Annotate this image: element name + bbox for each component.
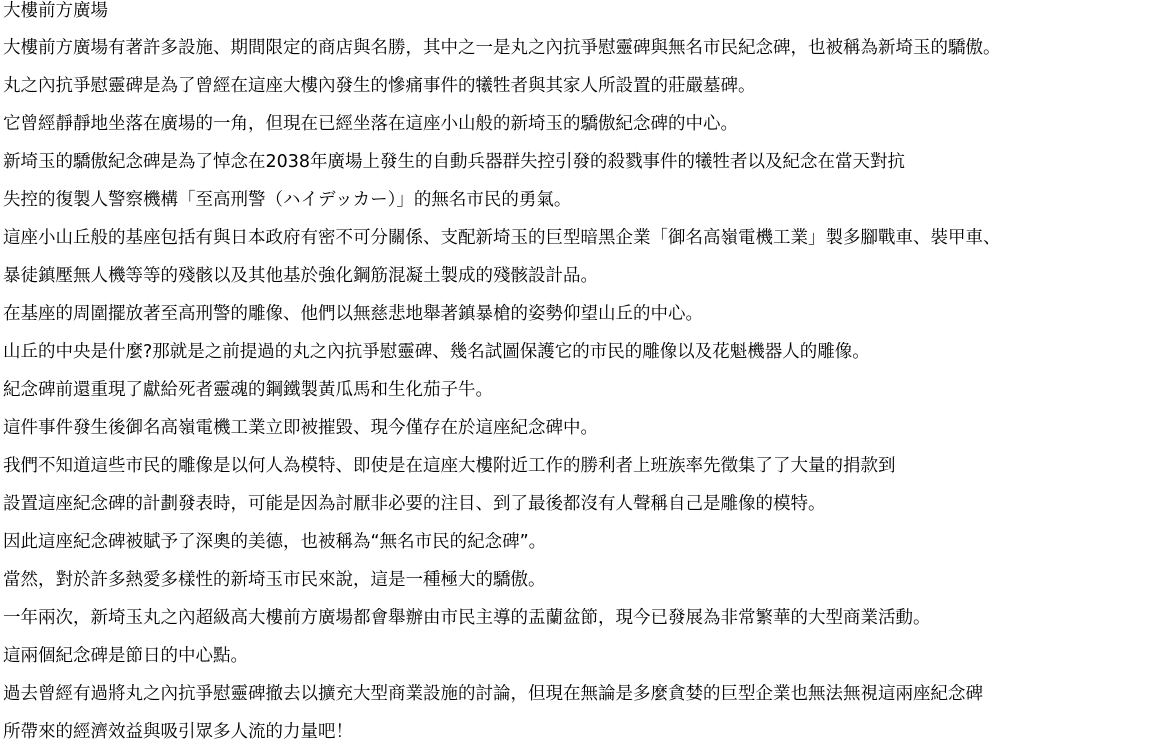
paragraph-line: 過去曾經有過將丸之內抗爭慰靈碑撤去以擴充大型商業設施的討論，但現在無論是多麼貪婪的巨型企業也無法無視這兩座紀念碑 <box>3 684 983 704</box>
paragraph-line: 山丘的中央是什麼?那就是之前提過的丸之內抗爭慰靈碑、幾名試圖保護它的市民的雕像以及花魁機器人的雕像。 <box>3 342 870 362</box>
paragraph-line: 在基座的周圍擺放著至高刑警的雕像、他們以無慈悲地舉著鎮暴槍的姿勢仰望山丘的中心。 <box>3 304 703 324</box>
document-title: 大樓前方廣場 <box>3 1 108 21</box>
paragraph-line: 因此這座紀念碑被賦予了深奧的美德，也被稱為“無名市民的紀念碑”。 <box>3 532 547 552</box>
paragraph-line: 紀念碑前還重現了獻給死者靈魂的鋼鐵製黃瓜馬和生化茄子牛。 <box>3 380 493 400</box>
paragraph-line: 當然，對於許多熱愛多樣性的新埼玉市民來說，這是一種極大的驕傲。 <box>3 570 546 590</box>
paragraph-line: 這兩個紀念碑是節日的中心點。 <box>3 646 248 666</box>
paragraph-line: 丸之內抗爭慰靈碑是為了曾經在這座大樓內發生的慘痛事件的犧牲者與其家人所設置的莊嚴墓碑。 <box>3 76 756 96</box>
paragraph-line: 失控的復製人警察機構「至高刑警（ハイデッカー）」的無名市民的勇氣。 <box>3 190 572 210</box>
paragraph-line: 所帶來的經濟效益與吸引眾多人流的力量吧！ <box>3 722 353 742</box>
paragraph-line: 我們不知道這些市民的雕像是以何人為模特、即使是在這座大樓附近工作的勝利者上班族率先徵集了了大量的捐款到 <box>3 456 896 476</box>
paragraph-line: 這座小山丘般的基座包括有與日本政府有密不可分關係、支配新埼玉的巨型暗黑企業「御名高嶺電機工業」製多腳戰車、裝甲車、 <box>3 228 1001 248</box>
paragraph-line: 新埼玉的驕傲紀念碑是為了悼念在2038年廣場上發生的自動兵器群失控引發的殺戮事件的犧牲者以及紀念在當天對抗 <box>3 152 906 172</box>
paragraph-line: 設置這座紀念碑的計劃發表時，可能是因為討厭非必要的注目、到了最後都沒有人聲稱自己是雕像的模特。 <box>3 494 826 514</box>
paragraph-line: 暴徒鎮壓無人機等等的殘骸以及其他基於強化鋼筋混凝土製成的殘骸設計品。 <box>3 266 598 286</box>
paragraph-line: 一年兩次，新埼玉丸之內超級高大樓前方廣場都會舉辦由市民主導的盂蘭盆節，現今已發展為非常繁華的大型商業活動。 <box>3 608 931 628</box>
paragraph-line: 它曾經靜靜地坐落在廣場的一角，但現在已經坐落在這座小山般的新埼玉的驕傲紀念碑的中心。 <box>3 114 738 134</box>
paragraph-line: 大樓前方廣場有著許多設施、期間限定的商店與名勝，其中之一是丸之內抗爭慰靈碑與無名市民紀念碑，也被稱為新埼玉的驕傲。 <box>3 38 1001 58</box>
paragraph-line: 這件事件發生後御名高嶺電機工業立即被摧毀、現今僅存在於這座紀念碑中。 <box>3 418 598 438</box>
